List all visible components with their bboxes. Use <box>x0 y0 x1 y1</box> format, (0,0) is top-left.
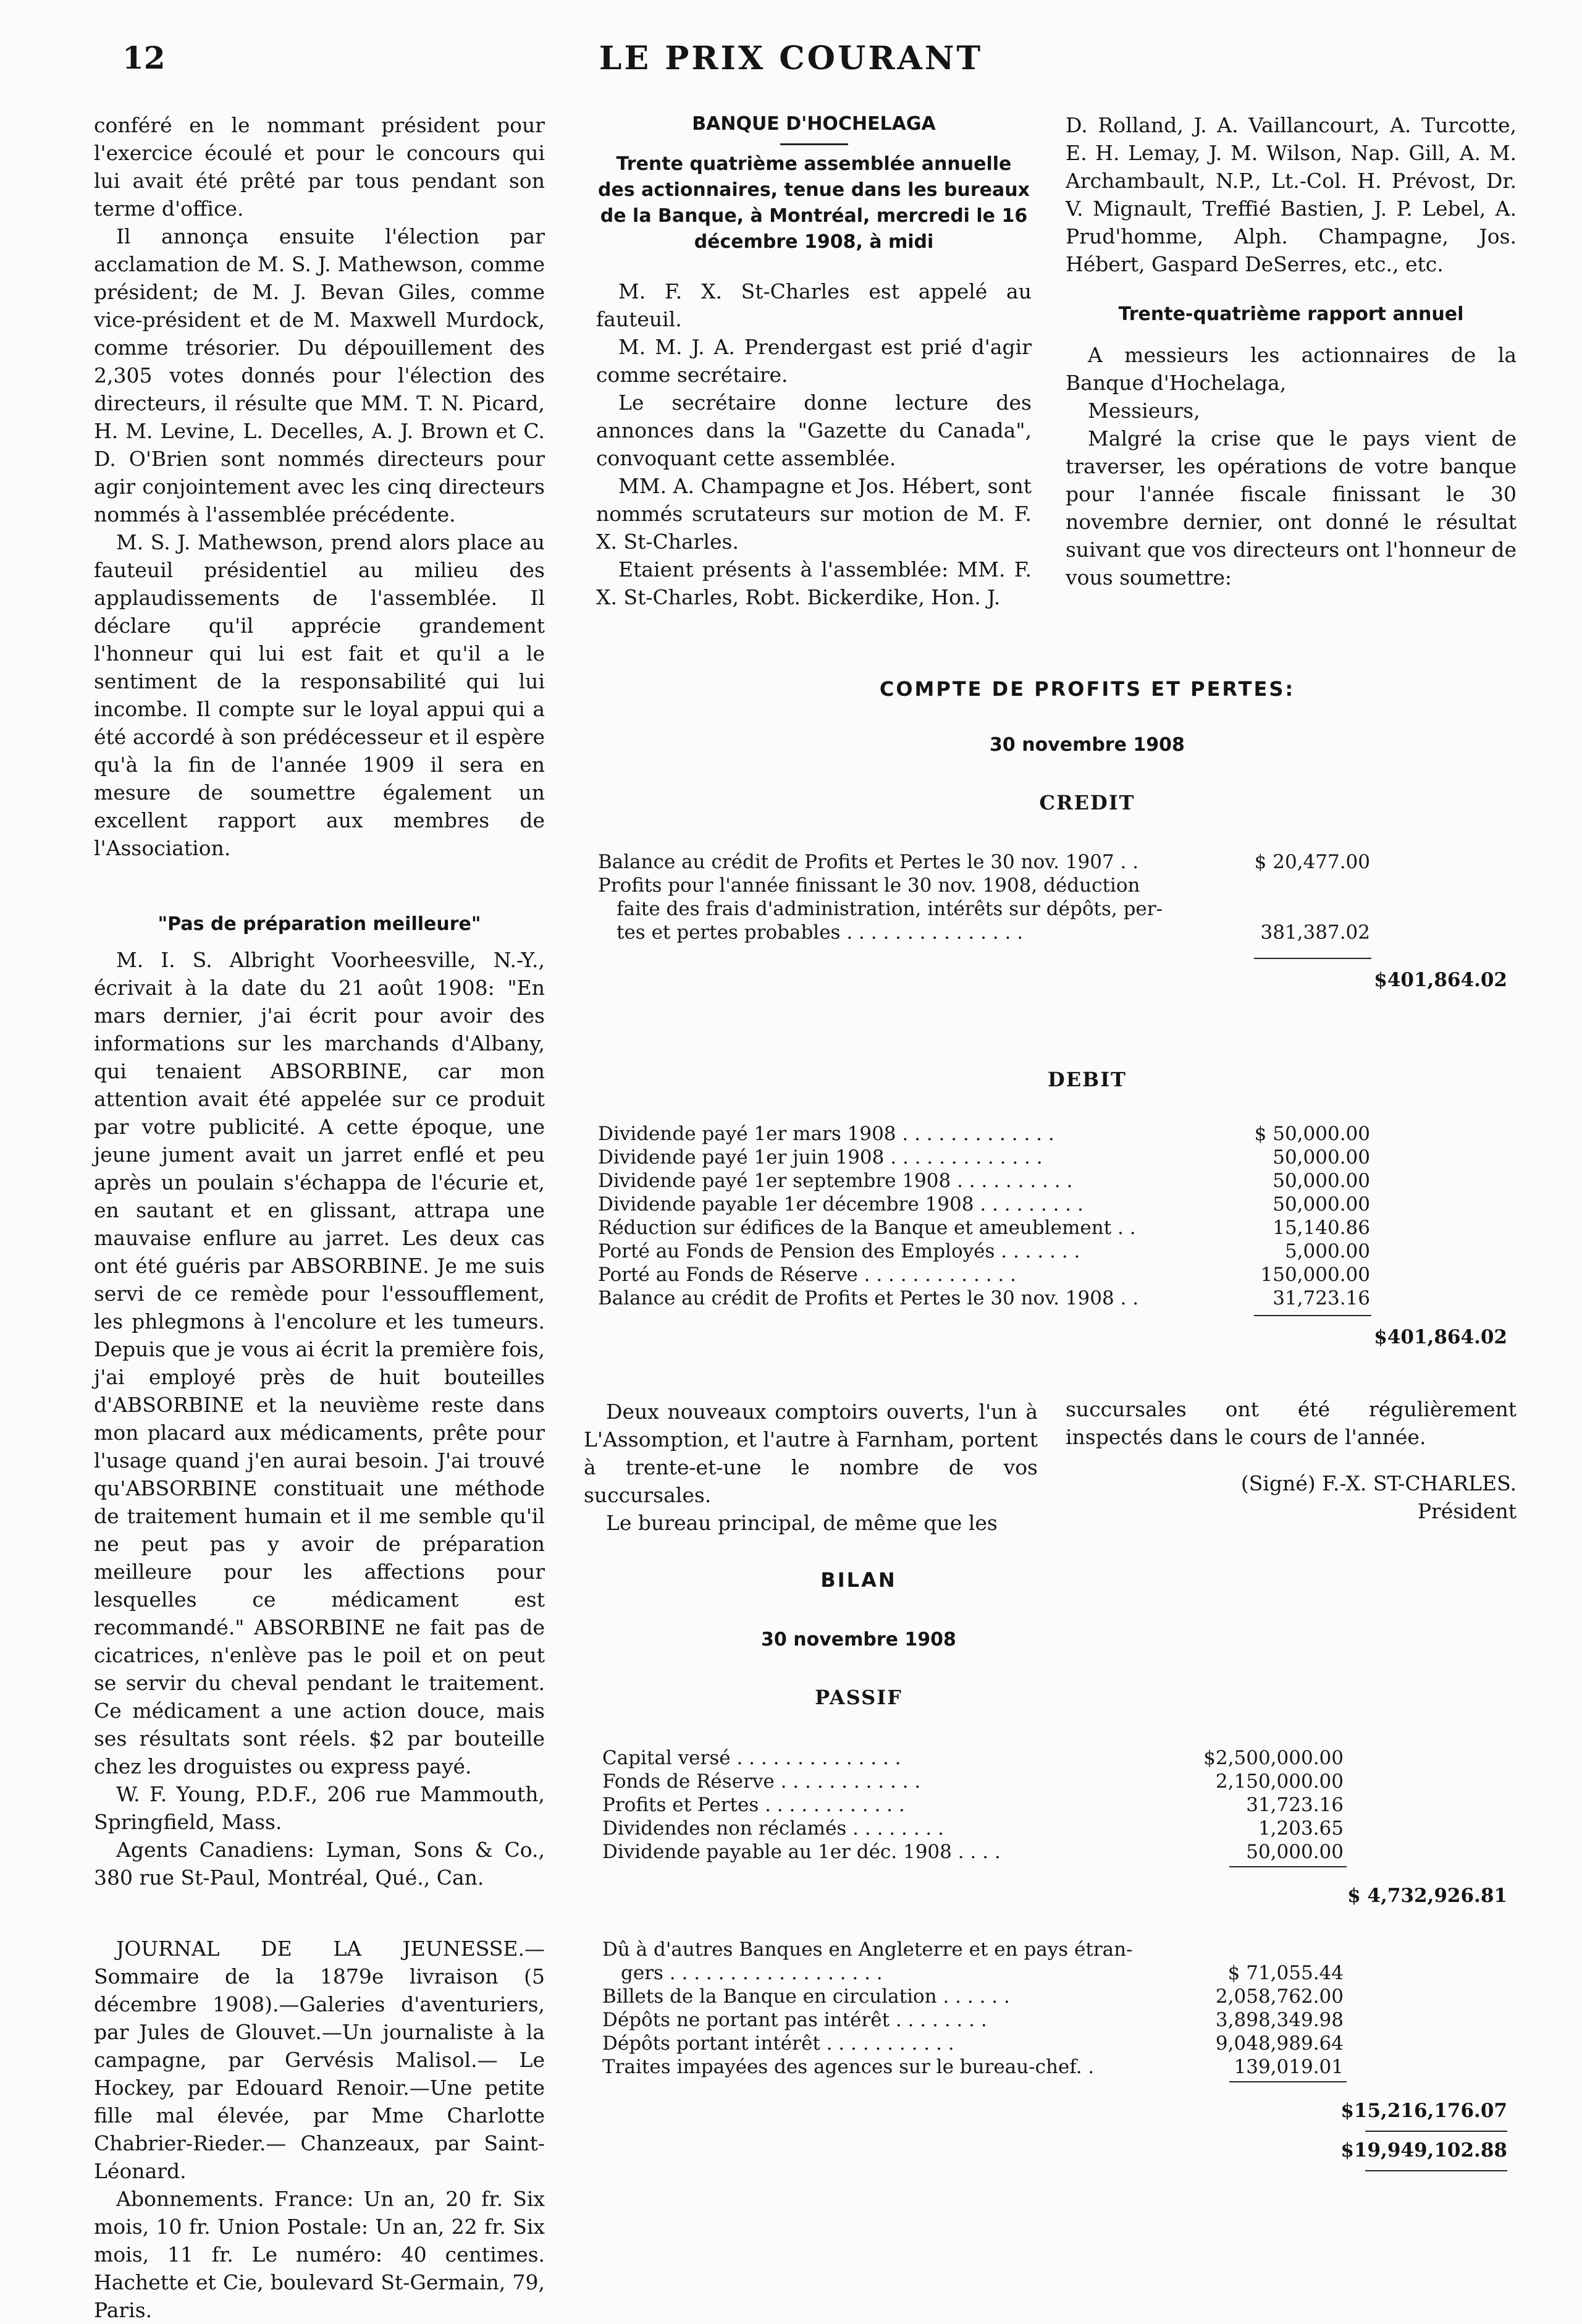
liabilities-heading: PASSIF <box>815 1686 902 1709</box>
ledger-amount: 3,898,349.98 <box>1215 2009 1344 2031</box>
ledger-row <box>598 1122 1370 1146</box>
total-rule <box>1254 1315 1371 1316</box>
total-rule <box>1365 2131 1507 2132</box>
ledger-row <box>602 1817 1344 1840</box>
paragraph: Agents Canadiens: Lyman, Sons & Co., 380 rue St-Paul, Montréal, Qué., Can. <box>94 1838 545 1890</box>
paragraph: A messieurs les actionnaires de la Banque d'Hochelaga, <box>1066 343 1517 395</box>
ledger-label: Balance au crédit de Profits et Pertes le 30 nov. 1907 . . <box>598 851 1139 873</box>
total-rule <box>1365 2170 1507 2171</box>
ledger-label: Dividende payable au 1er déc. 1908 . . . . <box>602 1841 1001 1863</box>
ledger-row <box>602 2008 1344 2032</box>
ledger-row <box>602 1746 1344 1770</box>
ledger-row <box>602 1793 1344 1817</box>
subheading: Trente quatrième assemblée annuelle des actionnaires, tenue dans les bureaux de la Banque, à Montréal, mercredi le 16 décembre 1908, à midi <box>598 153 1030 253</box>
group2-total: $15,216,176.07 <box>1340 2100 1507 2122</box>
ledger-row <box>598 1287 1370 1310</box>
ledger-label: Réduction sur édifices de la Banque et ameublement . . <box>598 1217 1136 1239</box>
statement-title: COMPTE DE PROFITS ET PERTES: <box>879 677 1295 701</box>
ledger-row <box>598 1146 1370 1169</box>
paragraph: M. S. J. Mathewson, prend alors place au fauteuil présidentiel au milieu des applaudissements de l'assemblée. Il déclare qu'il apprécie grandement l'honneur qui lui est fait et qu'il a le sentiment de la responsabilité qui lui incombe. Il compte sur le loyal appui qui a été accordé à son prédécesseur et il espère qu'à la fin de l'année 1909 il sera en mesure de soumettre également un excellent rapport aux membres de l'Association. <box>94 530 545 860</box>
grand-total: $19,949,102.88 <box>1340 2139 1507 2161</box>
credit-heading: CREDIT <box>1039 791 1135 814</box>
ledger-label: gers . . . . . . . . . . . . . . . . . . <box>621 1962 883 1984</box>
ledger-amount: 5,000.00 <box>1284 1240 1370 1262</box>
ledger-label: Balance au crédit de Profits et Pertes le 30 nov. 1908 . . <box>598 1287 1139 1309</box>
paragraph: M. F. X. St-Charles est appelé au fauteuil. <box>596 279 1032 331</box>
ledger-amount: 31,723.16 <box>1246 1794 1344 1816</box>
ledger-row <box>598 897 1370 921</box>
section-heading: Trente-quatrième rapport annuel <box>1118 303 1464 325</box>
ledger-row <box>602 1961 1344 1985</box>
liabilities-group-2 <box>602 1938 1344 2079</box>
ledger-label: Porté au Fonds de Pension des Employés . . . . . . . <box>598 1240 1080 1262</box>
ledger-label: Dépôts portant intérêt . . . . . . . . . . . <box>602 2032 954 2055</box>
ledger-row <box>602 2032 1344 2055</box>
paragraph: Le secrétaire donne lecture des annonces dans la "Gazette du Canada", convoquant cette assemblée. <box>596 391 1032 470</box>
ledger-label: Dividende payé 1er septembre 1908 . . . . . . . . . . <box>598 1170 1073 1192</box>
section-heading: "Pas de préparation meilleure" <box>158 913 481 935</box>
ledger-amount: 31,723.16 <box>1273 1287 1370 1309</box>
ledger-label: Dépôts ne portant pas intérêt . . . . . . . . <box>602 2009 987 2031</box>
paragraph: M. I. S. Albright Voorheesville, N.-Y., écrivait à la date du 21 août 1908: "En mars dernier, j'ai écrit pour avoir des informations sur les marchands d'Albany, qui tenaient ABSORBINE, car mon attention avait été appelée sur ce produit par votre publicité. A cette époque, une jeune jument avait un jarret enflé et peu après un poulain s'échappa de l'écurie et, en sautant et en glissant, attrapa une mauvaise enflure au jarret. Les deux cas ont été guéris par ABSORBINE. Je me suis servi de ce remède pour l'essoufflement, les phlegmons à l'encolure et les tumeurs. Depuis que je vous ai écrit la première fois, j'ai employé près de huit bouteilles d'ABSORBINE et la neuvième reste dans mon placard aux médicaments, prête pour l'usage quand j'en aurai besoin. J'ai trouvé qu'ABSORBINE constituait une méthode de traitement humain et il me semble qu'il ne peut pas y avoir de préparation meilleure pour les affections pour lesquelles ce médicament est recommandé." ABSORBINE ne fait pas de cicatrices, n'enlève pas le poil et on peut se servir du cheval pendant le traitement. Ce médicament a une action douce, mais ses résultats sont réels. $2 par bouteille chez les droguistes ou express payé. <box>94 948 545 1778</box>
ledger-amount: 381,387.02 <box>1260 921 1370 944</box>
signature-role: Président <box>1417 1499 1517 1523</box>
ledger-row <box>598 850 1370 874</box>
ledger-label: Porté au Fonds de Réserve . . . . . . . . . . . . . <box>598 1264 1016 1286</box>
lower-right-text <box>1066 1395 1517 1525</box>
ledger-amount: 9,048,989.64 <box>1215 2032 1344 2055</box>
ledger-amount: 150,000.00 <box>1260 1264 1370 1286</box>
ledger-label: Dividende payable 1er décembre 1908 . . . . . . . . . <box>598 1193 1083 1215</box>
ledger-label: Traites impayées des agences sur le bureau-chef. . <box>602 2056 1095 2078</box>
paragraph: Messieurs, <box>1088 399 1200 423</box>
lower-left-text <box>584 1398 1038 1537</box>
paragraph: Deux nouveaux comptoirs ouverts, l'un à L'Assomption, et l'autre à Farnham, portent à trente-et-une le nombre de vos succursales. <box>584 1400 1038 1507</box>
debit-total: $401,864.02 <box>1374 1326 1507 1348</box>
ledger-row <box>602 2055 1344 2079</box>
debit-heading: DEBIT <box>1048 1068 1127 1091</box>
paragraph: conféré en le nommant président pour l'exercice écoulé et pour le concours qui lui avait été prêté par tous pendant son terme d'office. <box>94 113 545 221</box>
ledger-label: Billets de la Banque en circulation . . . . . . <box>602 1985 1010 2008</box>
paragraph: Le bureau principal, de même que les <box>606 1511 998 1535</box>
column-middle <box>596 111 1032 611</box>
ledger-label: Dû à d'autres Banques en Angleterre et en pays étran- <box>602 1938 1133 1961</box>
ledger-row <box>598 1216 1370 1240</box>
ledger-label: Dividendes non réclamés . . . . . . . . <box>602 1817 944 1840</box>
newspaper-title: LE PRIX COURANT <box>599 40 983 77</box>
group1-total: $ 4,732,926.81 <box>1347 1885 1507 1907</box>
column-right <box>1066 111 1517 591</box>
section-heading: BANQUE D'HOCHELAGA <box>692 113 936 135</box>
ledger-amount: $2,500,000.00 <box>1203 1747 1344 1769</box>
ledger-row <box>598 874 1370 897</box>
page-number: 12 <box>122 40 166 76</box>
ledger-label: Fonds de Réserve . . . . . . . . . . . . <box>602 1770 921 1793</box>
ledger-row <box>598 1263 1370 1287</box>
credit-entries <box>598 850 1370 944</box>
signature: (Signé) F.-X. ST-CHARLES. <box>1240 1471 1517 1495</box>
ledger-row <box>598 921 1370 944</box>
ledger-amount: 50,000.00 <box>1273 1193 1370 1215</box>
ledger-amount: 2,150,000.00 <box>1215 1770 1344 1793</box>
paragraph: succursales ont été régulièrement inspectés dans le cours de l'année. <box>1066 1397 1517 1449</box>
ledger-label: Dividende payé 1er mars 1908 . . . . . . . . . . . . . <box>598 1123 1054 1145</box>
ledger-row <box>602 1840 1344 1864</box>
debit-entries <box>598 1122 1370 1310</box>
ledger-label: Dividende payé 1er juin 1908 . . . . . . . . . . . . . <box>598 1146 1043 1168</box>
paragraph: Malgré la crise que le pays vient de traverser, les opérations de votre banque pour l'année fiscale finissant le 30 novembre dernier, ont donné le résultat suivant que vos directeurs ont l'honneur de vous soumettre: <box>1066 426 1517 589</box>
ledger-amount: 50,000.00 <box>1273 1170 1370 1192</box>
paragraph: MM. A. Champagne et Jos. Hébert, sont nommés scrutateurs sur motion de M. F. X. St-Charles. <box>596 474 1032 554</box>
ledger-row <box>602 1938 1344 1961</box>
ledger-amount: 2,058,762.00 <box>1215 1985 1344 2008</box>
ledger-label: faite des frais d'administration, intérêts sur dépôts, per- <box>616 898 1163 920</box>
balance-title: BILAN <box>820 1568 897 1592</box>
ledger-amount: 139,019.01 <box>1234 2056 1344 2078</box>
ledger-amount: 1,203.65 <box>1258 1817 1344 1840</box>
ledger-label: Profits pour l'année finissant le 30 nov. 1908, déduction <box>598 874 1140 897</box>
column-left <box>94 111 545 2324</box>
ledger-amount: 50,000.00 <box>1273 1146 1370 1168</box>
ledger-row <box>602 1985 1344 2008</box>
ledger-row <box>598 1240 1370 1263</box>
balance-date: 30 novembre 1908 <box>761 1629 956 1650</box>
ledger-amount: 50,000.00 <box>1246 1841 1344 1863</box>
ledger-row <box>602 1770 1344 1793</box>
ledger-row <box>598 1169 1370 1193</box>
ledger-label: Profits et Pertes . . . . . . . . . . . . <box>602 1794 905 1816</box>
total-rule <box>1254 958 1371 959</box>
credit-total: $401,864.02 <box>1374 969 1507 991</box>
paragraph: D. Rolland, J. A. Vaillancourt, A. Turcotte, E. H. Lemay, J. M. Wilson, Nap. Gill, A. M. Archambault, N.P., Lt.-Col. H. Prévost, Dr. V. Mignault, Treffié Bastien, J. P. Lebel, A. Prud'homme, Alph. Champagne, Jos. Hébert, Gaspard DeSerres, etc., etc. <box>1066 113 1517 276</box>
paragraph: JOURNAL DE LA JEUNESSE.—Sommaire de la 1879e livraison (5 décembre 1908).—Galeries d'aventuriers, par Jules de Glouvet.—Un journaliste à la campagne, par Gervésis Malisol.— Le Hockey, par Edouard Renoir.—Une petite fille mal élevée, par Mme Charlotte Chabrier-Rieder.— Chanzeaux, par Saint-Léonard. <box>94 1937 545 2183</box>
paragraph: W. F. Young, P.D.F., 206 rue Mammouth, Springfield, Mass. <box>94 1782 545 1834</box>
ledger-label: Capital versé . . . . . . . . . . . . . . <box>602 1747 901 1769</box>
total-rule <box>1229 1866 1347 1867</box>
divider <box>780 143 848 145</box>
ledger-label: tes et pertes probables . . . . . . . . . . . . . . . <box>616 921 1024 944</box>
ledger-amount: $ 20,477.00 <box>1254 851 1370 873</box>
ledger-amount: $ 50,000.00 <box>1254 1123 1370 1145</box>
paragraph: Il annonça ensuite l'élection par acclamation de M. S. J. Mathewson, comme président; de M. J. Bevan Giles, comme vice-président et de M. Maxwell Murdock, comme trésorier. Du dépouillement des 2,305 votes donnés pour l'élection des directeurs, il résulte que MM. T. N. Picard, H. M. Levine, L. Decelles, A. J. Brown et C. D. O'Brien sont nommés directeurs pour agir conjointement avec les cinq directeurs nommés à l'assemblée précédente. <box>94 224 545 526</box>
total-rule <box>1229 2081 1347 2082</box>
paragraph: Etaient présents à l'assemblée: MM. F. X. St-Charles, Robt. Bickerdike, Hon. J. <box>596 557 1032 609</box>
ledger-amount: 15,140.86 <box>1273 1217 1370 1239</box>
ledger-row <box>598 1193 1370 1216</box>
paragraph: M. M. J. A. Prendergast est prié d'agir comme secrétaire. <box>596 335 1032 387</box>
ledger-amount: $ 71,055.44 <box>1227 1962 1344 1984</box>
statement-date: 30 novembre 1908 <box>990 734 1185 756</box>
paragraph: Abonnements. France: Un an, 20 fr. Six mois, 10 fr. Union Postale: Un an, 22 fr. Six mois, 11 fr. Le numéro: 40 centimes. Hachette et Cie, boulevard St-Germain, 79, Paris. <box>94 2187 545 2322</box>
liabilities-group-1 <box>602 1746 1344 1864</box>
